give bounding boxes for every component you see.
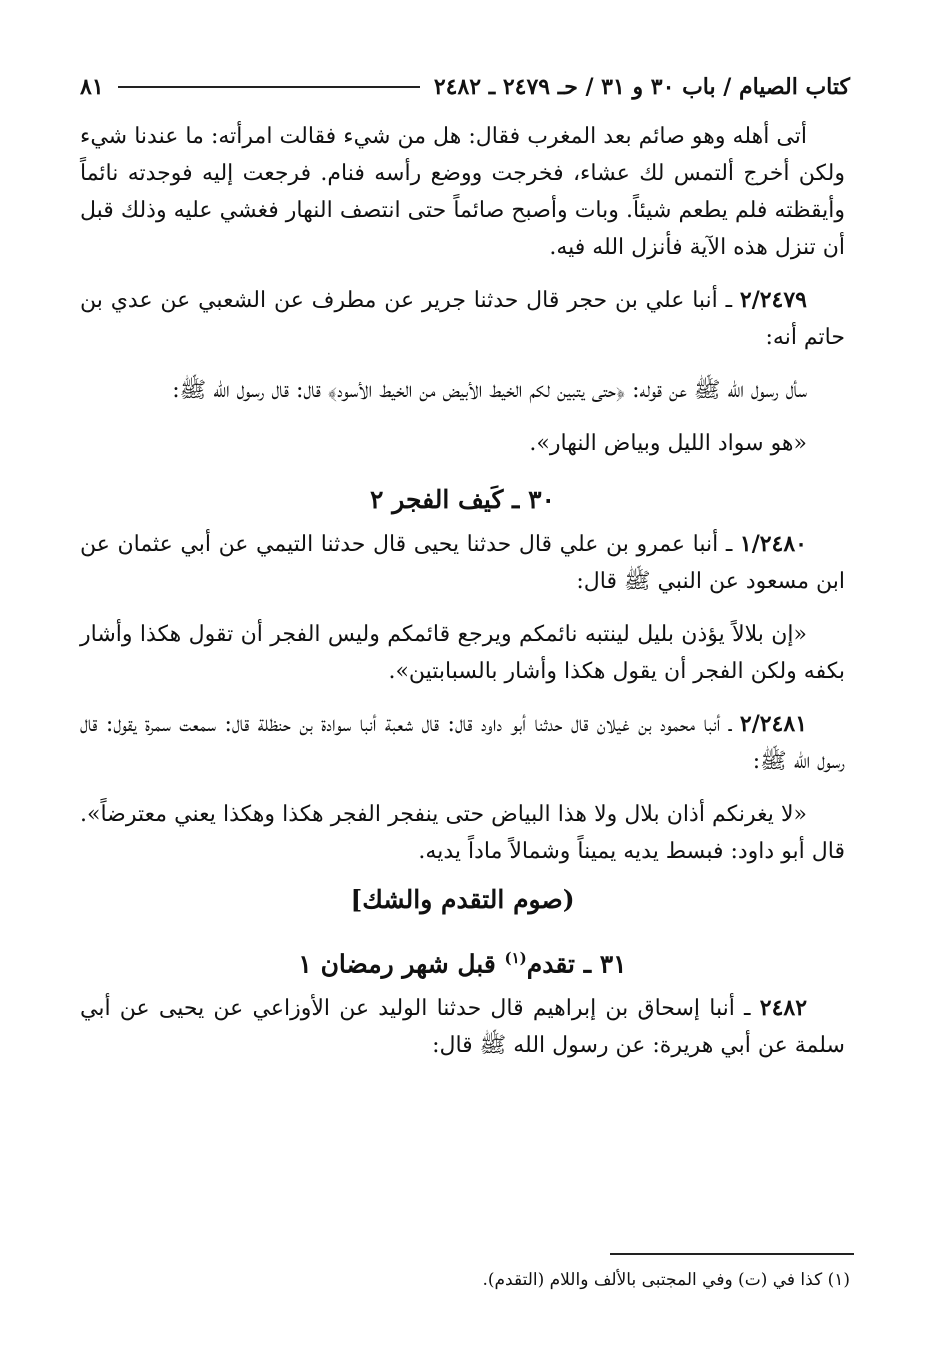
chapter-heading-30: ٣٠ ـ كَيف الفجر ٢ [370,485,555,514]
hadith-2479-quote: «هو سواد الليل وبياض النهار». [529,431,807,456]
footnote-rule [610,1253,854,1255]
hadith-isnad: ـ أنبا محمود بن غيلان قال حدثنا أبو داود قال: قال شعبة أنبا سوادة بن حنظلة قال: سمعت سمرة يقول: قال رسول الله ﷺ: [80,712,845,774]
chapter-heading-31 [80,938,845,984]
hadith-isnad: ـ أنبا عمرو بن علي قال حدثنا يحيى قال حدثنا التيمي عن أبي عثمان عن ابن مسعود عن النبي ﷺ قال: [80,532,845,594]
hadith-number: ٢/٢٤٧٩ [739,287,807,313]
hadith-2479 [80,282,845,356]
hadith-isnad: ـ أنبا علي بن حجر قال حدثنا جرير عن مطرف عن الشعبي عن عدي بن حاتم أنه: [80,288,845,350]
chapter-31-title-part1: ٣١ ـ تقدم [526,949,627,979]
hadith-number: ١/٢٤٨٠ [739,531,807,557]
header-rule [118,86,420,88]
footnote-marker: (١) [504,949,527,967]
hadith-number: ٢/٢٤٨١ [739,711,808,737]
section-title-bracket: (صوم التقدم والشك] [350,885,575,914]
hadith-2481-quote: «لا يغرنكم أذان بلال ولا هذا البياض حتى ينفجر الفجر هكذا وهكذا يعني معترضاً». قال أبو داود: فبسط يديه يميناً وشمالاً ماداً يديه. [80,802,845,864]
running-title: كتاب الصيام / باب ٣٠ و ٣١ / حـ ٢٤٧٩ ـ ٢٤٨٢ [433,74,850,100]
page-body [80,118,845,1064]
footnote: (١) كذا في (ت) وفي المجتبى بالألف واللام (التقدم). [482,1270,850,1290]
paragraph-continuation: أتى أهله وهو صائم بعد المغرب فقال: هل من شيء فقالت امرأته: ما عندنا شيء ولكن أخرج ألتمس لك عشاء، فخرجت ووضع رأسه فنام. فرجعت إليه فوجدته نائماً وأيقظته فلم يطعم شيئاً. وبات وأصبح صائماً حتى انتصف النهار فغشي عليه وذلك قبل أن تنزل هذه الآية فأنزل الله فيه. [80,124,845,260]
hadith-2480-quote: «إن بلالاً يؤذن بليل لينتبه نائمكم ويرجع قائمكم وليس الفجر أن تقول هكذا وأشار بكفه ولكن الفجر أن يقول هكذا وأشار بالسبابتين». [80,622,845,684]
page-number: ٨١ [80,74,104,100]
hadith-2479-question: سأل رسول الله ﷺ عن قوله: ﴿حتى يتبين لكم الخيط الأبيض من الخيط الأسود﴾ قال: قال رسول الله ﷺ: [172,378,807,403]
running-header [80,70,850,104]
hadith-2482 [80,990,845,1064]
chapter-31-title-part2: قبل شهر رمضان ١ [298,949,505,979]
hadith-isnad: ـ أنبا إسحاق بن إبراهيم قال حدثنا الوليد عن الأوزاعي عن يحيى عن أبي سلمة عن أبي هريرة: عن رسول الله ﷺ قال: [80,996,845,1059]
hadith-number: ٢٤٨٢ [759,995,808,1022]
hadith-2480 [80,526,845,600]
hadith-2481 [80,706,845,780]
